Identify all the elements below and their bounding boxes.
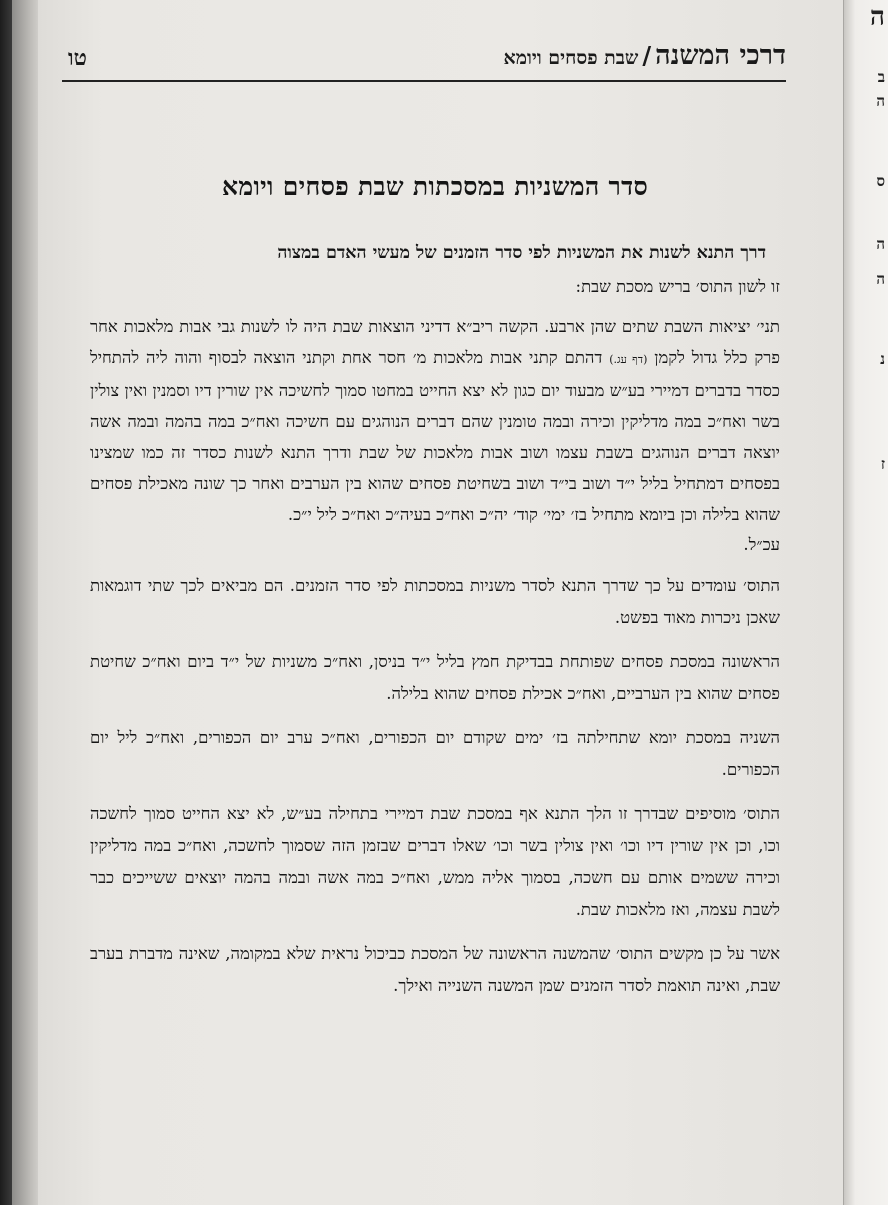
adjacent-page-fragment: ה	[876, 270, 885, 288]
book-spine	[0, 0, 12, 1205]
paragraph: התוס׳ מוסיפים שבדרך זו הלך התנא אף במסכת שבת דמיירי בתחילה בע״ש, לא יצא החייט סמוך לחשכה וכו, וכן אין שורין דיו וכו׳ ואין צולין בשר וכו׳ שאלו דברים שבזמן הזה שסמוך לחשכה, ואח״כ במה מדליקין וכירה ששמים אותם עם חשכה, בסמוך אליה ממש, ואח״כ במה אשה ובמה בהמה יוצאים ששייכים כבר לשבת עצמה, ואז מלאכות שבת.	[90, 804, 780, 919]
page-body	[90, 172, 780, 1014]
adjacent-page-fragment: ה	[876, 235, 885, 253]
quote-text: תני׳ יציאות השבת שתים שהן ארבע. הקשה ריב״א דדיני הוצאות שבת היה לו לשנות גבי אבות מלאכות אחר פרק כלל גדול לקמן	[90, 317, 781, 367]
running-title	[504, 40, 786, 71]
title-separator: /	[642, 41, 652, 70]
quote-end: עכ״ל.	[743, 535, 780, 554]
adjacent-page-fragment: נ	[880, 350, 885, 368]
paragraph: התוס׳ עומדים על כך שדרך התנא לסדר משניות במסכתות לפי סדר הזמנים. הם מביאים לכך שתי דוגמאות שאכן ניכרות מאוד בפשט.	[90, 576, 780, 627]
paragraph: הראשונה במסכת פסחים שפותחת בבדיקת חמץ בליל י״ד בניסן, ואח״כ משניות של י״ד ביום ואח״כ שחיטת פסחים שהוא בין הערביים, ואח״כ אכילת פסחים שהוא בלילה.	[90, 652, 780, 703]
running-header	[62, 40, 786, 82]
adjacent-page-fragment: ה	[870, 2, 885, 32]
adjacent-page-fragment: ס	[876, 172, 885, 190]
chapter-title: סדר המשניות במסכתות שבת פסחים ויומא	[222, 172, 648, 201]
paragraph: אשר על כן מקשים התוס׳ שהמשנה הראשונה של המסכת כביכול נראית שלא במקומה, שאינה מדברת בערב שבת, ואינה תואמת לסדר הזמנים שמן המשנה השנייה ואילך.	[90, 944, 780, 995]
book-title: דרכי המשנה	[655, 40, 786, 71]
section-title: שבת פסחים ויומא	[503, 47, 639, 69]
page-gutter-shadow	[12, 0, 38, 1205]
quote-intro: זו לשון התוס׳ בריש מסכת שבת:	[575, 277, 780, 296]
page-number: טו	[68, 45, 87, 71]
adjacent-page-fragment: ז	[880, 455, 885, 473]
adjacent-page-fragment: ב	[877, 68, 885, 86]
section-heading: דרך התנא לשנות את המשניות לפי סדר הזמנים של מעשי האדם במצוה	[277, 243, 766, 263]
adjacent-page-fragment: ה	[876, 92, 885, 110]
page-reference: (דף עג.)	[609, 353, 648, 366]
paragraph: השניה במסכת יומא שתחילתה בז׳ ימים שקודם יום הכפורים, ואח״כ ערב יום הכפורים, ואח״כ ליל יום הכפורים.	[90, 728, 780, 779]
adjacent-page-edge	[843, 0, 888, 1205]
tosafot-quote	[90, 311, 780, 530]
quote-text: דהתם קתני אבות מלאכות מ׳ חסר אחת וקתני הוצאה לבסוף והוה ליה להתחיל כסדר בדברים דמיירי בע״ש מבעוד יום כגון לא יצא החייט במחטו סמוך לחשיכה אין שורין דיו וסמנין ואין צולין בשר ואח״כ במה מדליקין וכירה ובמה טומנין שהם דברים הנוהגים עם חשיכה ואח״כ במה בהמה ובמה אשה יוצאה דברים הנוהגים בשבת עצמו ושוב אבות מלאכות של שבת ודרך התנא לשנות כסדר זה כמו שמצינו בפסחים דמתחיל בליל י״ד ושוב בי״ד ושוב בשחיטת פסחים שהוא בין הערבים ואחר כך שונה מאכילת פסחים שהוא בלילה וכן ביומא מתחיל בז׳ ימי׳ קוד׳ יה״כ ואח״כ בעיה״כ ואח״כ ליל י״כ.	[90, 348, 780, 524]
